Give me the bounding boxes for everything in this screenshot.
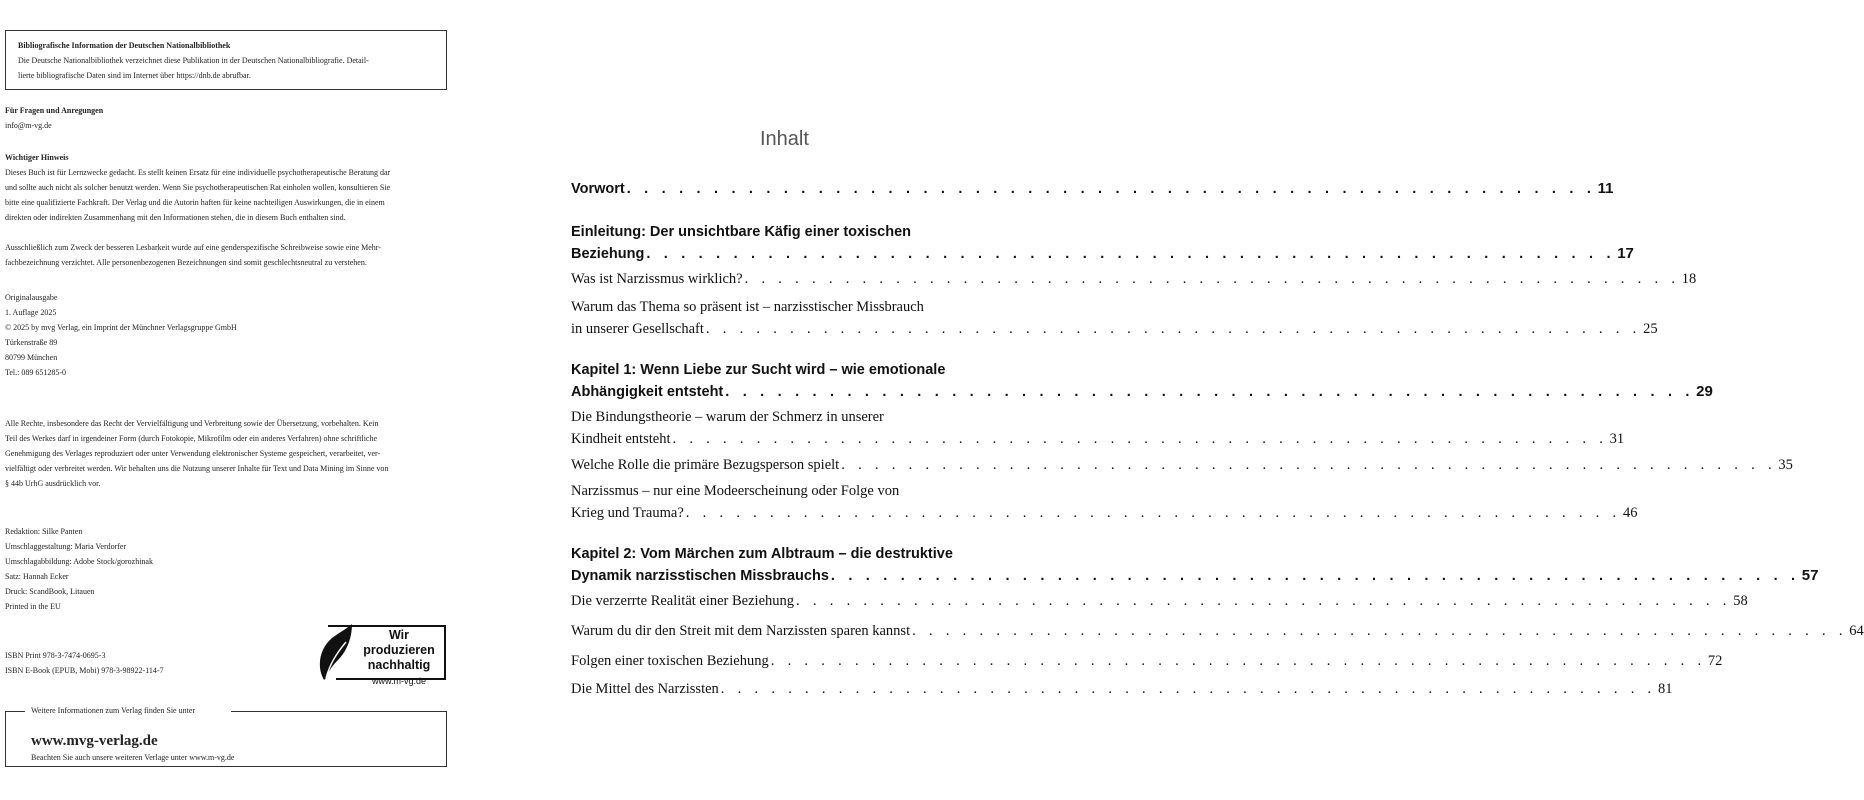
rights-line: Alle Rechte, insbesondere das Recht der Vervielfältigung und Verbreitung sowie der Übersetzung, vorbehalten. Kein: [5, 419, 379, 428]
toc-title: Inhalt: [760, 128, 809, 150]
toc-page-number: 58: [1733, 593, 1748, 609]
rights-line: Genehmigung des Verlages reproduziert oder unter Verwendung elektronischer Systeme gespeichert, verarbeitet, ver-: [5, 449, 381, 458]
notice-line: Dieses Buch ist für Lernzwecke gedacht. Es stellt keinen Ersatz für eine individuelle psychotherapeutische Beratung dar: [5, 168, 391, 177]
toc-leader-dots: . . . . . . . . . . . . . . . . . . . . . . . . . . . . . . . . . . . . . . . . . . . . . . . . . . . . . . . .: [830, 568, 1800, 584]
publisher-note: Beachten Sie auch unsere weiteren Verlage unter www.m-vg.de: [31, 753, 235, 762]
toc-section-entry[interactable]: [571, 296, 1658, 340]
notice-title: Wichtiger Hinweis: [5, 153, 69, 162]
credit-line: Printed in the EU: [5, 602, 61, 611]
toc-entry-title: Kindheit entsteht: [571, 431, 671, 447]
toc-leader-dots: . . . . . . . . . . . . . . . . . . . . . . . . . . . . . . . . . . . . . . . . . . . . . . . . . . . . . . . .: [841, 457, 1777, 473]
toc-section-entry[interactable]: [571, 406, 1625, 450]
toc-entry-title: Kapitel 1: Wenn Liebe zur Sucht wird – wie emotionale: [571, 362, 946, 378]
toc-page: [540, 0, 1864, 800]
publisher-info-box: [5, 711, 447, 767]
biblio-line: Die Deutsche Nationalbibliothek verzeichnet diese Publikation in der Deutschen Nationalbibliografie. Detail-: [18, 56, 369, 65]
toc-entry-title: Beziehung: [571, 246, 645, 262]
toc-entry-title: Die verzerrte Realität einer Beziehung: [571, 593, 795, 609]
toc-chapter-entry[interactable]: [571, 222, 1634, 265]
toc-leader-dots: . . . . . . . . . . . . . . . . . . . . . . . . . . . . . . . . . . . . . . . . . . . . . . . . . . . . . . . .: [672, 431, 1608, 447]
toc-entry-title: Einleitung: Der unsichtbare Käfig einer toxischen: [571, 224, 912, 240]
isbn-print: ISBN Print 978-3-7474-0695-3: [5, 651, 106, 660]
toc-section-entry[interactable]: [571, 454, 1793, 476]
toc-page-number: 81: [1657, 681, 1673, 697]
contact-title: Für Fragen und Anregungen: [5, 106, 104, 115]
toc-entry-title: Die Mittel des Narzissten: [571, 681, 719, 697]
publisher-info-legend-text: Weitere Informationen zum Verlag finden Sie unter: [31, 706, 196, 715]
notice-section: [5, 150, 450, 225]
toc-chapter-entry[interactable]: [571, 178, 1614, 200]
rights-section: [5, 416, 450, 491]
rights-line: § 44b UrhG ausdrücklich vor.: [5, 479, 101, 488]
toc-section-entry[interactable]: [571, 480, 1638, 524]
toc-entry-title: Abhängigkeit entsteht: [571, 384, 724, 400]
toc-entry-title: Dynamik narzisstischen Missbrauchs: [571, 568, 829, 584]
sustainability-badge: [318, 622, 448, 686]
toc-leader-dots: . . . . . . . . . . . . . . . . . . . . . . . . . . . . . . . . . . . . . . . . . . . . . . . . . . . . . . . .: [646, 246, 1616, 262]
edition-line: 1. Auflage 2025: [5, 308, 57, 317]
toc-entry-title: Warum das Thema so präsent ist – narzisstischer Missbrauch: [571, 299, 924, 315]
toc-entry-title: Die Bindungstheorie – warum der Schmerz in unserer: [571, 409, 884, 425]
imprint-page: [0, 0, 470, 800]
gender-note-section: [5, 240, 450, 270]
badge-line1: Wir produzieren: [363, 628, 435, 657]
credit-line: Umschlagabbildung: Adobe Stock/gorozhinak: [5, 557, 153, 566]
publisher-url[interactable]: www.mvg-verlag.de: [31, 733, 158, 749]
toc-entry-title: Welche Rolle die primäre Bezugsperson spielt: [571, 457, 840, 473]
toc-leader-dots: . . . . . . . . . . . . . . . . . . . . . . . . . . . . . . . . . . . . . . . . . . . . . . . . . . . . . . . .: [626, 181, 1596, 197]
address-line: 80799 München: [5, 353, 58, 362]
edition-section: [5, 290, 450, 380]
biblio-line: lierte bibliografische Daten sind im Internet über https://dnb.de abrufbar.: [18, 71, 251, 80]
toc-leader-dots: . . . . . . . . . . . . . . . . . . . . . . . . . . . . . . . . . . . . . . . . . . . . . . . . . . . . . . . .: [912, 623, 1848, 639]
badge-line2: nachhaltig: [367, 658, 431, 672]
toc-chapter-entry[interactable]: [571, 544, 1819, 587]
toc-page-number: 18: [1681, 271, 1697, 287]
toc-section-entry[interactable]: [571, 678, 1673, 700]
toc-leader-dots: . . . . . . . . . . . . . . . . . . . . . . . . . . . . . . . . . . . . . . . . . . . . . . . . . . . . . . . .: [705, 321, 1642, 337]
toc-section-entry[interactable]: [571, 590, 1748, 612]
toc-page-number: 72: [1707, 653, 1723, 669]
toc-page-number: 31: [1609, 431, 1625, 447]
toc-entry-title: in unserer Gesellschaft: [571, 321, 704, 337]
biblio-title: Bibliografische Information der Deutschen Nationalbibliothek: [18, 41, 231, 50]
copyright-line: © 2025 by mvg Verlag, ein Imprint der Münchner Verlagsgruppe GmbH: [5, 323, 237, 332]
toc-leader-dots: . . . . . . . . . . . . . . . . . . . . . . . . . . . . . . . . . . . . . . . . . . . . . . . . . . . . . . . .: [725, 384, 1695, 400]
toc-page-number: 11: [1597, 180, 1614, 197]
toc-section-entry[interactable]: [571, 650, 1723, 672]
badge-url: www.m-vg.de: [371, 676, 426, 686]
toc-entry-title: Folgen einer toxischen Beziehung: [571, 653, 769, 669]
toc-entry-title: Krieg und Trauma?: [571, 505, 684, 521]
edition-line: Originalausgabe: [5, 293, 58, 302]
credits-section: [5, 524, 450, 614]
credit-line: Druck: ScandBook, Litauen: [5, 587, 95, 596]
toc-page-number: 57: [1801, 567, 1819, 584]
notice-line: direkten oder indirekten Zusammenhang mit den Informationen stehen, die in diesem Buch enthalten sind.: [5, 213, 346, 222]
notice-line: bitte eine qualifizierte Fachkraft. Der Verlag und die Autorin haften für keine nachteiligen Auswirkungen, die in einem: [5, 198, 385, 207]
credit-line: Satz: Hannah Ecker: [5, 572, 69, 581]
toc-entry-title: Kapitel 2: Vom Märchen zum Albtraum – die destruktive: [571, 546, 953, 562]
toc-page-number: 46: [1622, 505, 1638, 521]
phone-line: Tel.: 089 651285-0: [5, 368, 66, 377]
toc-entry-title: Was ist Narzissmus wirklich?: [571, 271, 743, 287]
toc-entry-title: Vorwort: [571, 181, 625, 197]
isbn-ebook: ISBN E-Book (EPUB, Mobi) 978-3-98922-114-7: [5, 666, 164, 675]
gender-line: Ausschließlich zum Zweck der besseren Lesbarkeit wurde auf eine genderspezifische Schreibweise sowie eine Mehr-: [5, 243, 381, 252]
toc-leader-dots: . . . . . . . . . . . . . . . . . . . . . . . . . . . . . . . . . . . . . . . . . . . . . . . . . . . . . . . .: [770, 653, 1706, 669]
toc-page-number: 64: [1849, 623, 1864, 639]
rights-line: vielfältigt oder verbreitet werden. Wir behalten uns die Nutzung unserer Inhalte für Text und Data Mining im Sinne von: [5, 464, 389, 473]
credit-line: Redaktion: Silke Panten: [5, 527, 83, 536]
toc-leader-dots: . . . . . . . . . . . . . . . . . . . . . . . . . . . . . . . . . . . . . . . . . . . . . . . . . . . . . . . .: [744, 271, 1680, 287]
notice-line: und sollte auch nicht als solcher benutzt werden. Wenn Sie psychotherapeutischen Rat einholen wollen, konsultieren Sie: [5, 183, 391, 192]
toc-chapter-entry[interactable]: [571, 360, 1713, 403]
contact-email: info@m-vg.de: [5, 121, 52, 130]
toc-page-number: 25: [1643, 321, 1658, 337]
address-line: Türkenstraße 89: [5, 338, 58, 347]
toc-leader-dots: . . . . . . . . . . . . . . . . . . . . . . . . . . . . . . . . . . . . . . . . . . . . . . . . . . . . . . . .: [796, 593, 1732, 609]
toc-section-entry[interactable]: [571, 620, 1864, 642]
toc-leader-dots: . . . . . . . . . . . . . . . . . . . . . . . . . . . . . . . . . . . . . . . . . . . . . . . . . . . . . . . .: [685, 505, 1621, 521]
toc-page-number: 17: [1617, 245, 1634, 262]
toc-page-number: 29: [1696, 383, 1713, 400]
leaf-icon: [320, 624, 352, 680]
contact-section: [5, 103, 450, 133]
toc-page-number: 35: [1778, 457, 1793, 473]
rights-line: Teil des Werkes darf in irgendeiner Form (durch Fotokopie, Mikrofilm oder ein anderes Verfahren) ohne schriftliche: [5, 434, 378, 443]
credit-line: Umschlaggestaltung: Maria Verdorfer: [5, 542, 127, 551]
toc-section-entry[interactable]: [571, 268, 1697, 290]
toc-entry-title: Narzissmus – nur eine Modeerscheinung oder Folge von: [571, 483, 900, 499]
bibliographic-info-box: [5, 30, 447, 90]
toc-leader-dots: . . . . . . . . . . . . . . . . . . . . . . . . . . . . . . . . . . . . . . . . . . . . . . . . . . . . . . . .: [720, 681, 1656, 697]
gender-line: fachbezeichnung verzichtet. Alle personenbezogenen Bezeichnungen sind somit geschlechtsneutral zu verstehen.: [5, 258, 367, 267]
toc-entry-title: Warum du dir den Streit mit dem Narzissten sparen kannst: [571, 623, 911, 639]
